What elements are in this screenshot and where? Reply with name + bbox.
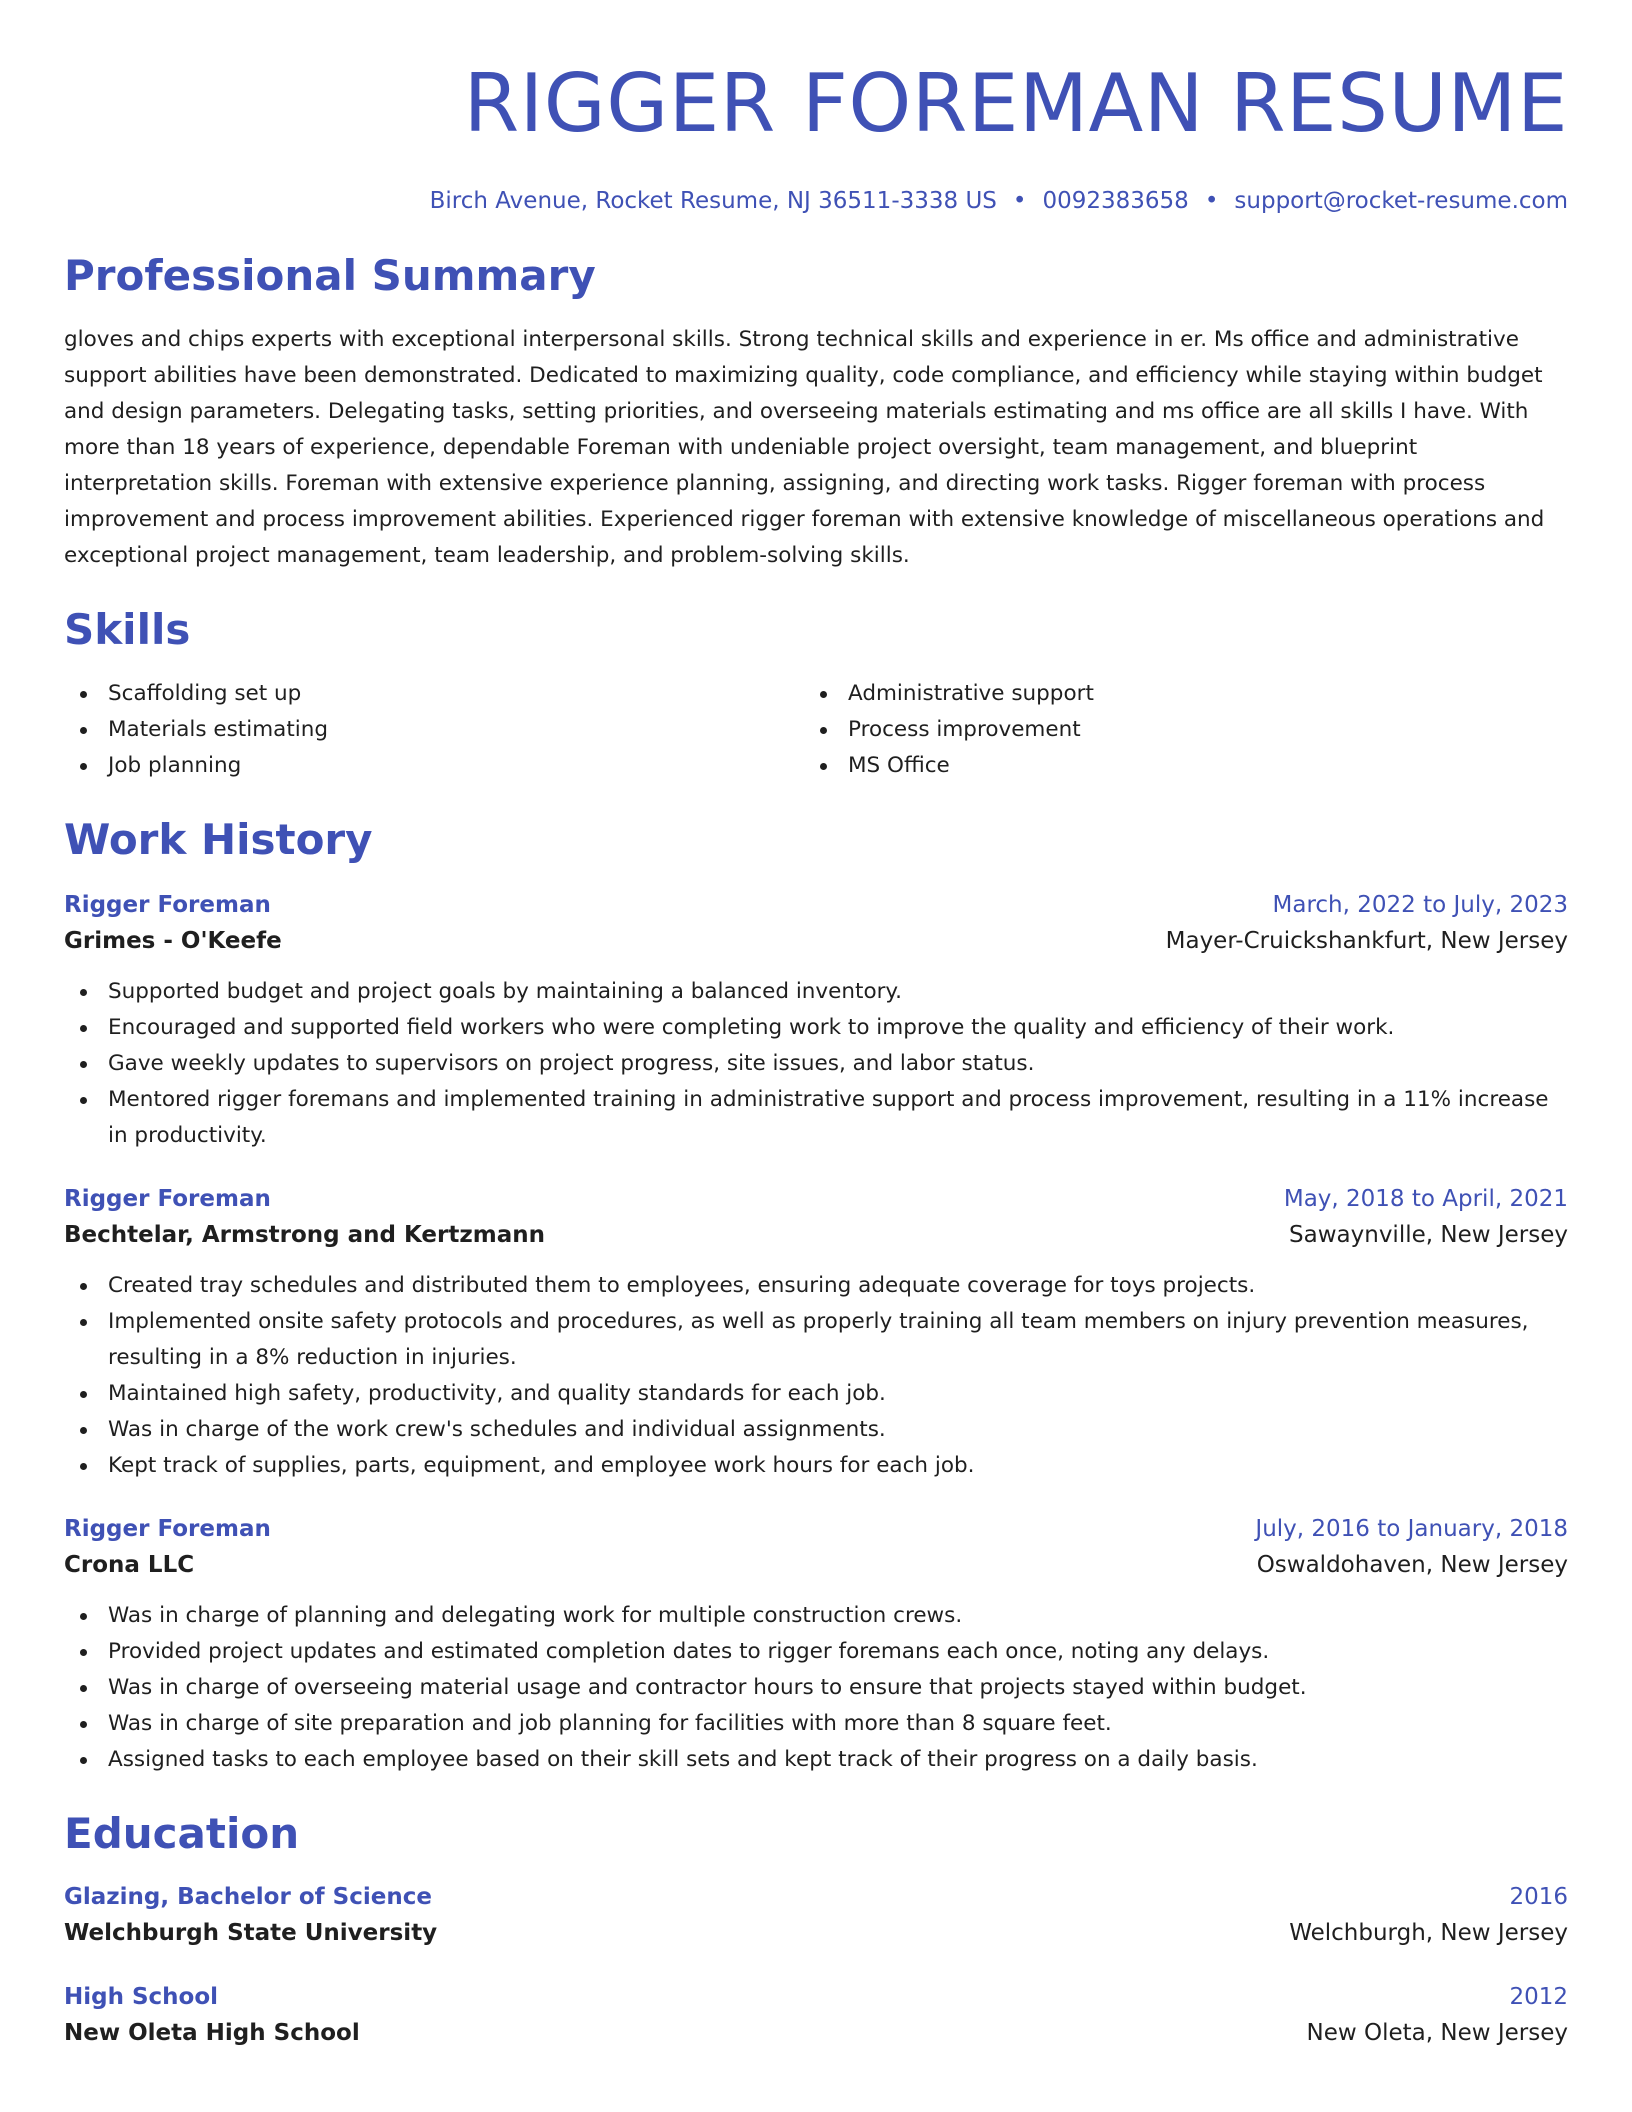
- job-entry: [64, 1182, 1568, 1484]
- job-company-row: [64, 1216, 1568, 1254]
- job-company: Bechtelar, Armstrong and Kertzmann: [64, 1222, 545, 1248]
- education-section: [64, 1808, 1568, 2052]
- skill-item: MS Office: [804, 748, 1544, 784]
- education-degree: Glazing, Bachelor of Science: [64, 1884, 432, 1910]
- education-entry: [64, 1980, 1568, 2052]
- education-school: Welchburgh State University: [64, 1920, 438, 1946]
- education-degree: High School: [64, 1984, 219, 2010]
- job-bullet: Kept track of supplies, parts, equipment, and employee work hours for each job.: [64, 1448, 1568, 1484]
- section-title-skills: Skills: [64, 605, 191, 654]
- skill-item: Administrative support: [804, 676, 1544, 712]
- contact-address: Birch Avenue, Rocket Resume, NJ 36511-3338 US: [429, 188, 997, 214]
- job-bullet: Was in charge of the work crew's schedules and individual assignments.: [64, 1412, 1568, 1448]
- education-school: New Oleta High School: [64, 2020, 360, 2046]
- education-year: 2016: [1509, 1884, 1568, 1910]
- summary-text: gloves and chips experts with exceptional interpersonal skills. Strong technical skills and experience in er. Ms office and administrative support abilities have been demonstrated. Dedicated to maximizing quality, code compliance, and efficiency while staying within budget and design parameters. Delegating tasks, setting priorities, and overseeing materials estimating and ms office are all skills I have. With more than 18 years of experience, dependable Foreman with undeniable project oversight, team management, and blueprint interpretation skills. Foreman with extensive experience planning, assigning, and directing work tasks. Rigger foreman with process improvement and process improvement abilities. Experienced rigger foreman with extensive knowledge of miscellaneous operations and exceptional project management, team leadership, and problem-solving skills.: [64, 327, 1545, 568]
- contact-email[interactable]: support@rocket-resume.com: [1234, 188, 1568, 214]
- contact-phone: 0092383658: [1042, 188, 1189, 214]
- education-location: New Oleta, New Jersey: [1306, 2020, 1568, 2046]
- education-school-row: [64, 2014, 1568, 2052]
- contact-line: [64, 186, 1568, 216]
- job-entry: [64, 888, 1568, 1154]
- job-dates: March, 2022 to July, 2023: [1272, 892, 1568, 918]
- job-bullet: Assigned tasks to each employee based on their skill sets and kept track of their progress on a daily basis.: [64, 1742, 1568, 1778]
- job-location: Mayer-Cruickshankfurt, New Jersey: [1165, 928, 1568, 954]
- job-bullets: [64, 974, 1568, 1154]
- job-bullet: Was in charge of planning and delegating work for multiple construction crews.: [64, 1598, 1568, 1634]
- resume-header: [64, 56, 1568, 216]
- job-title-row: [64, 1182, 1568, 1216]
- section-title-summary: Professional Summary: [64, 251, 596, 300]
- contact-separator: •: [1012, 188, 1027, 214]
- skills-grid: [64, 676, 1568, 784]
- education-degree-row: [64, 1880, 1568, 1914]
- job-bullet: Mentored rigger foremans and implemented training in administrative support and process improvement, resulting in a 11% increase in productivity.: [64, 1082, 1568, 1154]
- job-entry: [64, 1512, 1568, 1778]
- skill-item: Materials estimating: [64, 712, 804, 748]
- job-bullet: Provided project updates and estimated completion dates to rigger foremans each once, noting any delays.: [64, 1634, 1568, 1670]
- job-bullet: Was in charge of site preparation and job planning for facilities with more than 8 square feet.: [64, 1706, 1568, 1742]
- skills-column-left: [64, 676, 804, 784]
- education-location: Welchburgh, New Jersey: [1289, 1920, 1568, 1946]
- job-title: Rigger Foreman: [64, 1186, 271, 1212]
- skill-item: Job planning: [64, 748, 804, 784]
- job-company: Grimes - O'Keefe: [64, 928, 282, 954]
- job-location: Sawaynville, New Jersey: [1289, 1222, 1568, 1248]
- skill-item: Process improvement: [804, 712, 1544, 748]
- job-bullet: Created tray schedules and distributed them to employees, ensuring adequate coverage for toys projects.: [64, 1268, 1568, 1304]
- work-history-section: [64, 814, 1568, 1778]
- job-location: Oswaldohaven, New Jersey: [1256, 1552, 1568, 1578]
- job-bullet: Supported budget and project goals by maintaining a balanced inventory.: [64, 974, 1568, 1010]
- job-bullet: Maintained high safety, productivity, and quality standards for each job.: [64, 1376, 1568, 1412]
- job-bullet: Encouraged and supported field workers who were completing work to improve the quality and efficiency of their work.: [64, 1010, 1568, 1046]
- job-title: Rigger Foreman: [64, 1516, 271, 1542]
- job-dates: May, 2018 to April, 2021: [1283, 1186, 1568, 1212]
- education-year: 2012: [1509, 1984, 1568, 2010]
- contact-separator: •: [1204, 188, 1219, 214]
- education-degree-row: [64, 1980, 1568, 2014]
- professional-summary-section: [64, 250, 1568, 574]
- job-title-row: [64, 888, 1568, 922]
- skills-column-right: [804, 676, 1544, 784]
- job-bullets: [64, 1268, 1568, 1484]
- education-school-row: [64, 1914, 1568, 1952]
- job-title-row: [64, 1512, 1568, 1546]
- job-bullet: Implemented onsite safety protocols and procedures, as well as properly training all team members on injury prevention measures, resulting in a 8% reduction in injuries.: [64, 1304, 1568, 1376]
- job-dates: July, 2016 to January, 2018: [1255, 1516, 1568, 1542]
- job-title: Rigger Foreman: [64, 892, 271, 918]
- job-company-row: [64, 1546, 1568, 1584]
- job-company-row: [64, 922, 1568, 960]
- resume-title: RIGGER FOREMAN RESUME: [463, 57, 1568, 150]
- job-company: Crona LLC: [64, 1552, 195, 1578]
- job-bullets: [64, 1598, 1568, 1778]
- section-title-education: Education: [64, 1809, 300, 1858]
- job-bullet: Was in charge of overseeing material usage and contractor hours to ensure that projects stayed within budget.: [64, 1670, 1568, 1706]
- skill-item: Scaffolding set up: [64, 676, 804, 712]
- skills-section: [64, 604, 1568, 784]
- job-bullet: Gave weekly updates to supervisors on project progress, site issues, and labor status.: [64, 1046, 1568, 1082]
- section-title-work: Work History: [64, 815, 373, 864]
- education-entry: [64, 1880, 1568, 1952]
